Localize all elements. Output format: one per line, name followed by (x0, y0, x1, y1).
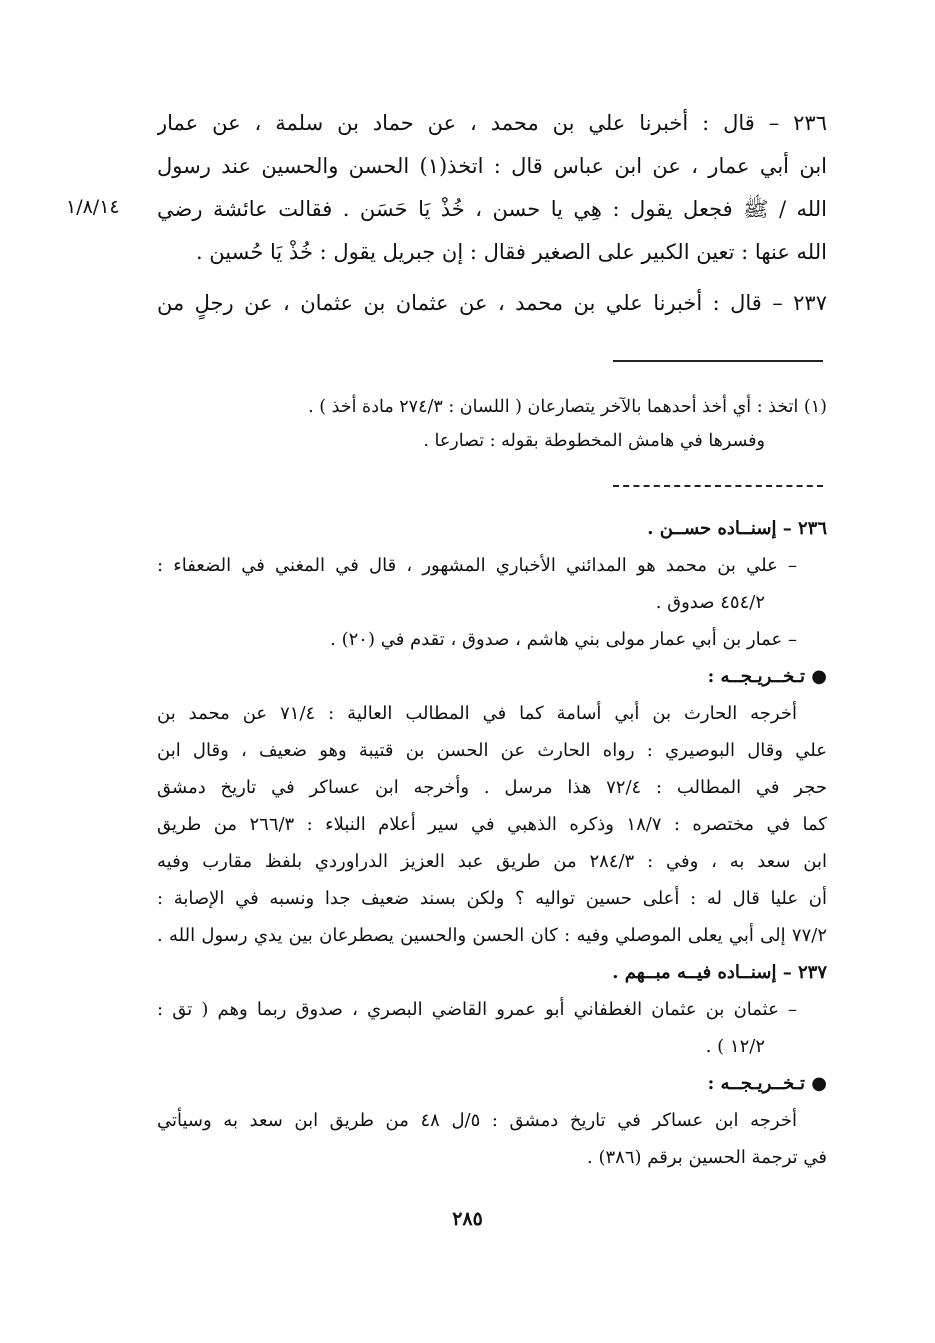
takhrij-line: علي وقال البوصيري : رواه الحارث عن الحسن بن قتيبة وهو ضعيف ، وقال ابن (157, 740, 827, 761)
footnote-separator (613, 360, 823, 362)
main-line: ٢٣٧ – قال : أخبرنا علي بن محمد ، عن عثمان بن عثمان ، عن رجلٍ من (157, 291, 827, 315)
main-line: الله عنها : تعين الكبير على الصغير فقال : إن جبريل يقول : خُذْ يَا حُسين . (195, 240, 827, 264)
main-line: الله / ﷺ فجعل يقول : هِي يا حسن ، خُذْ يَا حَسَن . فقالت عائشة رضي (157, 197, 827, 221)
takhrij-label: ● تـخــريـجــه : (707, 1073, 827, 1094)
narrator-note: ٤٥٤/٢ صدوق . (655, 592, 765, 613)
takhrij-line: في ترجمة الحسين برقم (٣٨٦) . (587, 1147, 827, 1168)
narrator-note: – عثمان بن عثمان الغطفاني أبو عمرو القاضي البصري ، صدوق ربما وهم ( تق : (157, 999, 797, 1020)
footnote-line: وفسرها في هامش المخطوطة بقوله : تصارعا . (423, 431, 765, 451)
takhrij-line: ٧٧/٢ إلى أبي يعلى الموصلي وفيه : كان الحسن والحسين يصطرعان بين يدي رسول الله . (157, 925, 827, 946)
narrator-note: – علي بن محمد هو المدائني الأخباري المشهور ، قال في المغني في الضعفاء : (157, 555, 797, 576)
main-line: ابن أبي عمار ، عن ابن عباس قال : اتخذ(١) الحسن والحسين عند رسول (157, 154, 827, 178)
section-heading-236: ٢٣٦ – إسنــاده حســن . (647, 518, 827, 539)
commentary-separator (613, 485, 823, 487)
footnote (157, 390, 827, 458)
takhrij-line: كما في مختصره : ١٨/٧ وذكره الذهبي في سير أعلام النبلاء : ٢٦٦/٣ من طريق (157, 814, 827, 835)
takhrij-line: أخرجه ابن عساكر في تاريخ دمشق : ٥/ل ٤٨ من طريق ابن سعد به وسيأتي (157, 1110, 797, 1131)
takhrij-label: ● تـخــريـجــه : (707, 666, 827, 687)
takhrij-line: أخرجه الحارث بن أبي أسامة كما في المطالب العالية : ٧١/٤ عن محمد بن (157, 703, 797, 724)
narrator-note: ١٢/٢ ) . (705, 1036, 765, 1057)
section-heading-237: ٢٣٧ – إسنــاده فيــه مبــهم . (612, 962, 827, 983)
takhrij-line: أن عليا قال له : أعلى حسين تواليه ؟ ولكن بسند ضعيف جدا ونسبه في الإصابة : (157, 888, 827, 909)
takhrij-line: حجر في المطالب : ٧٢/٤ هذا مرسل . وأخرجه ابن عساكر في تاريخ دمشق (157, 777, 827, 798)
main-text-237 (157, 282, 827, 325)
narrator-note: – عمار بن أبي عمار مولى بني هاشم ، صدوق ، تقدم في (٢٠) . (330, 629, 797, 650)
page-number: ٢٨٥ (452, 1208, 483, 1230)
commentary (157, 510, 827, 1176)
takhrij-line: ابن سعد به ، وفي : ٢٨٤/٣ من طريق عبد العزيز الدراوردي بلفظ مقارب وفيه (157, 851, 827, 872)
main-text (157, 102, 827, 274)
footnote-line: (١) اتخذ : أي أخذ أحدهما بالآخر يتصارعان ( اللسان : ٢٧٤/٣ مادة أخذ ) . (308, 397, 827, 417)
margin-note: ١/٨/١٤ (66, 196, 120, 218)
main-line: ٢٣٦ – قال : أخبرنا علي بن محمد ، عن حماد بن سلمة ، عن عمار (157, 111, 827, 135)
